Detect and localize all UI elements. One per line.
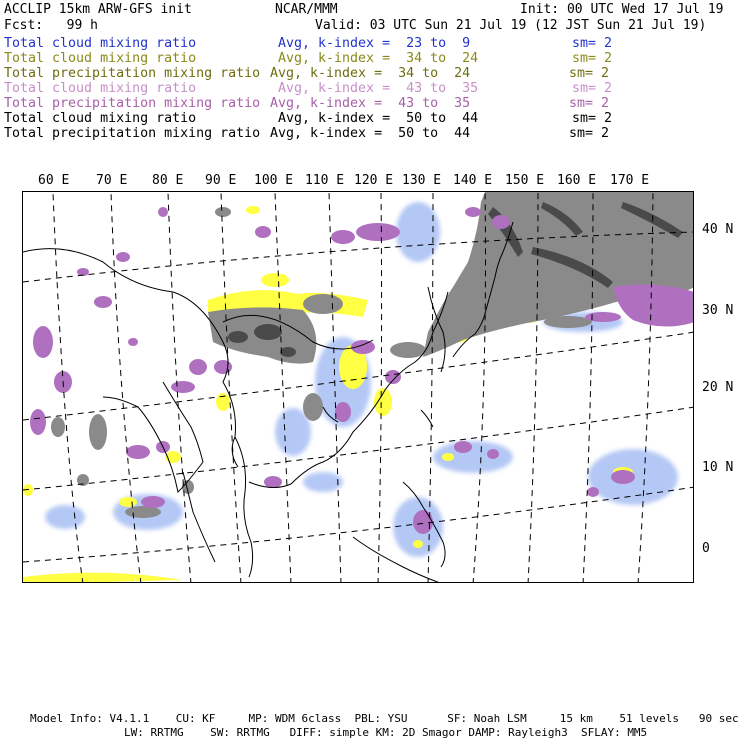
legend-field-1: Total cloud mixing ratio [4,51,197,66]
model-info-line1: Model Info: V4.1.1 CU: KF MP: WDM 6class PBL: YSU SF: Noah LSM 15 km 51 levels 90 sec [30,712,739,725]
lat-label-20n: 20 N [702,380,734,395]
legend-desc-3: Avg, k-index = 43 to 35 [278,81,479,96]
legend-field-3: Total cloud mixing ratio [4,81,197,96]
legend-field-5: Total cloud mixing ratio [4,111,197,126]
legend-desc-2: Avg, k-index = 34 to 24 [270,66,471,81]
lon-label-140e: 140 E [453,173,493,188]
lat-label-40n: 40 N [702,222,734,237]
legend-field-6: Total precipitation mixing ratio [4,126,261,141]
lon-label-130e: 130 E [402,173,442,188]
map-canvas [23,192,694,583]
lat-label-30n: 30 N [702,303,734,318]
lon-label-170e: 170 E [610,173,650,188]
legend-sm-2: sm= 2 [569,66,610,81]
lon-label-60e: 60 E [38,173,70,188]
legend-sm-3: sm= 2 [572,81,613,96]
legend-sm-1: sm= 2 [572,51,613,66]
legend-desc-6: Avg, k-index = 50 to 44 [270,126,471,141]
lon-label-160e: 160 E [557,173,597,188]
legend-field-4: Total precipitation mixing ratio [4,96,261,111]
legend-sm-5: sm= 2 [572,111,613,126]
lon-label-80e: 80 E [152,173,184,188]
legend-field-0: Total cloud mixing ratio [4,36,197,51]
lon-label-100e: 100 E [254,173,294,188]
legend-sm-0: sm= 2 [572,36,613,51]
legend-sm-6: sm= 2 [569,126,610,141]
legend-desc-4: Avg, k-index = 43 to 35 [270,96,471,111]
legend-desc-1: Avg, k-index = 34 to 24 [278,51,479,66]
init-time: Init: 00 UTC Wed 17 Jul 19 [520,2,724,17]
legend-desc-5: Avg, k-index = 50 to 44 [278,111,479,126]
lon-label-120e: 120 E [354,173,394,188]
center-name: NCAR/MMM [275,2,338,17]
lon-label-150e: 150 E [505,173,545,188]
model-info-line2: LW: RRTMG SW: RRTMG DIFF: simple KM: 2D Smagor DAMP: Rayleigh3 SFLAY: MM5 [124,726,648,739]
lon-label-110e: 110 E [305,173,345,188]
legend-desc-0: Avg, k-index = 23 to 9 [278,36,471,51]
lon-label-90e: 90 E [205,173,237,188]
legend-sm-4: sm= 2 [569,96,610,111]
valid-time: Valid: 03 UTC Sun 21 Jul 19 (12 JST Sun 21 Jul 19) [315,18,707,33]
legend-field-2: Total precipitation mixing ratio [4,66,261,81]
forecast-hour: Fcst: 99 h [4,18,98,33]
lon-label-70e: 70 E [96,173,128,188]
lat-label-0: 0 [702,541,710,556]
model-title: ACCLIP 15km ARW-GFS init [4,2,192,17]
map-panel [22,191,694,583]
lat-label-10n: 10 N [702,460,734,475]
